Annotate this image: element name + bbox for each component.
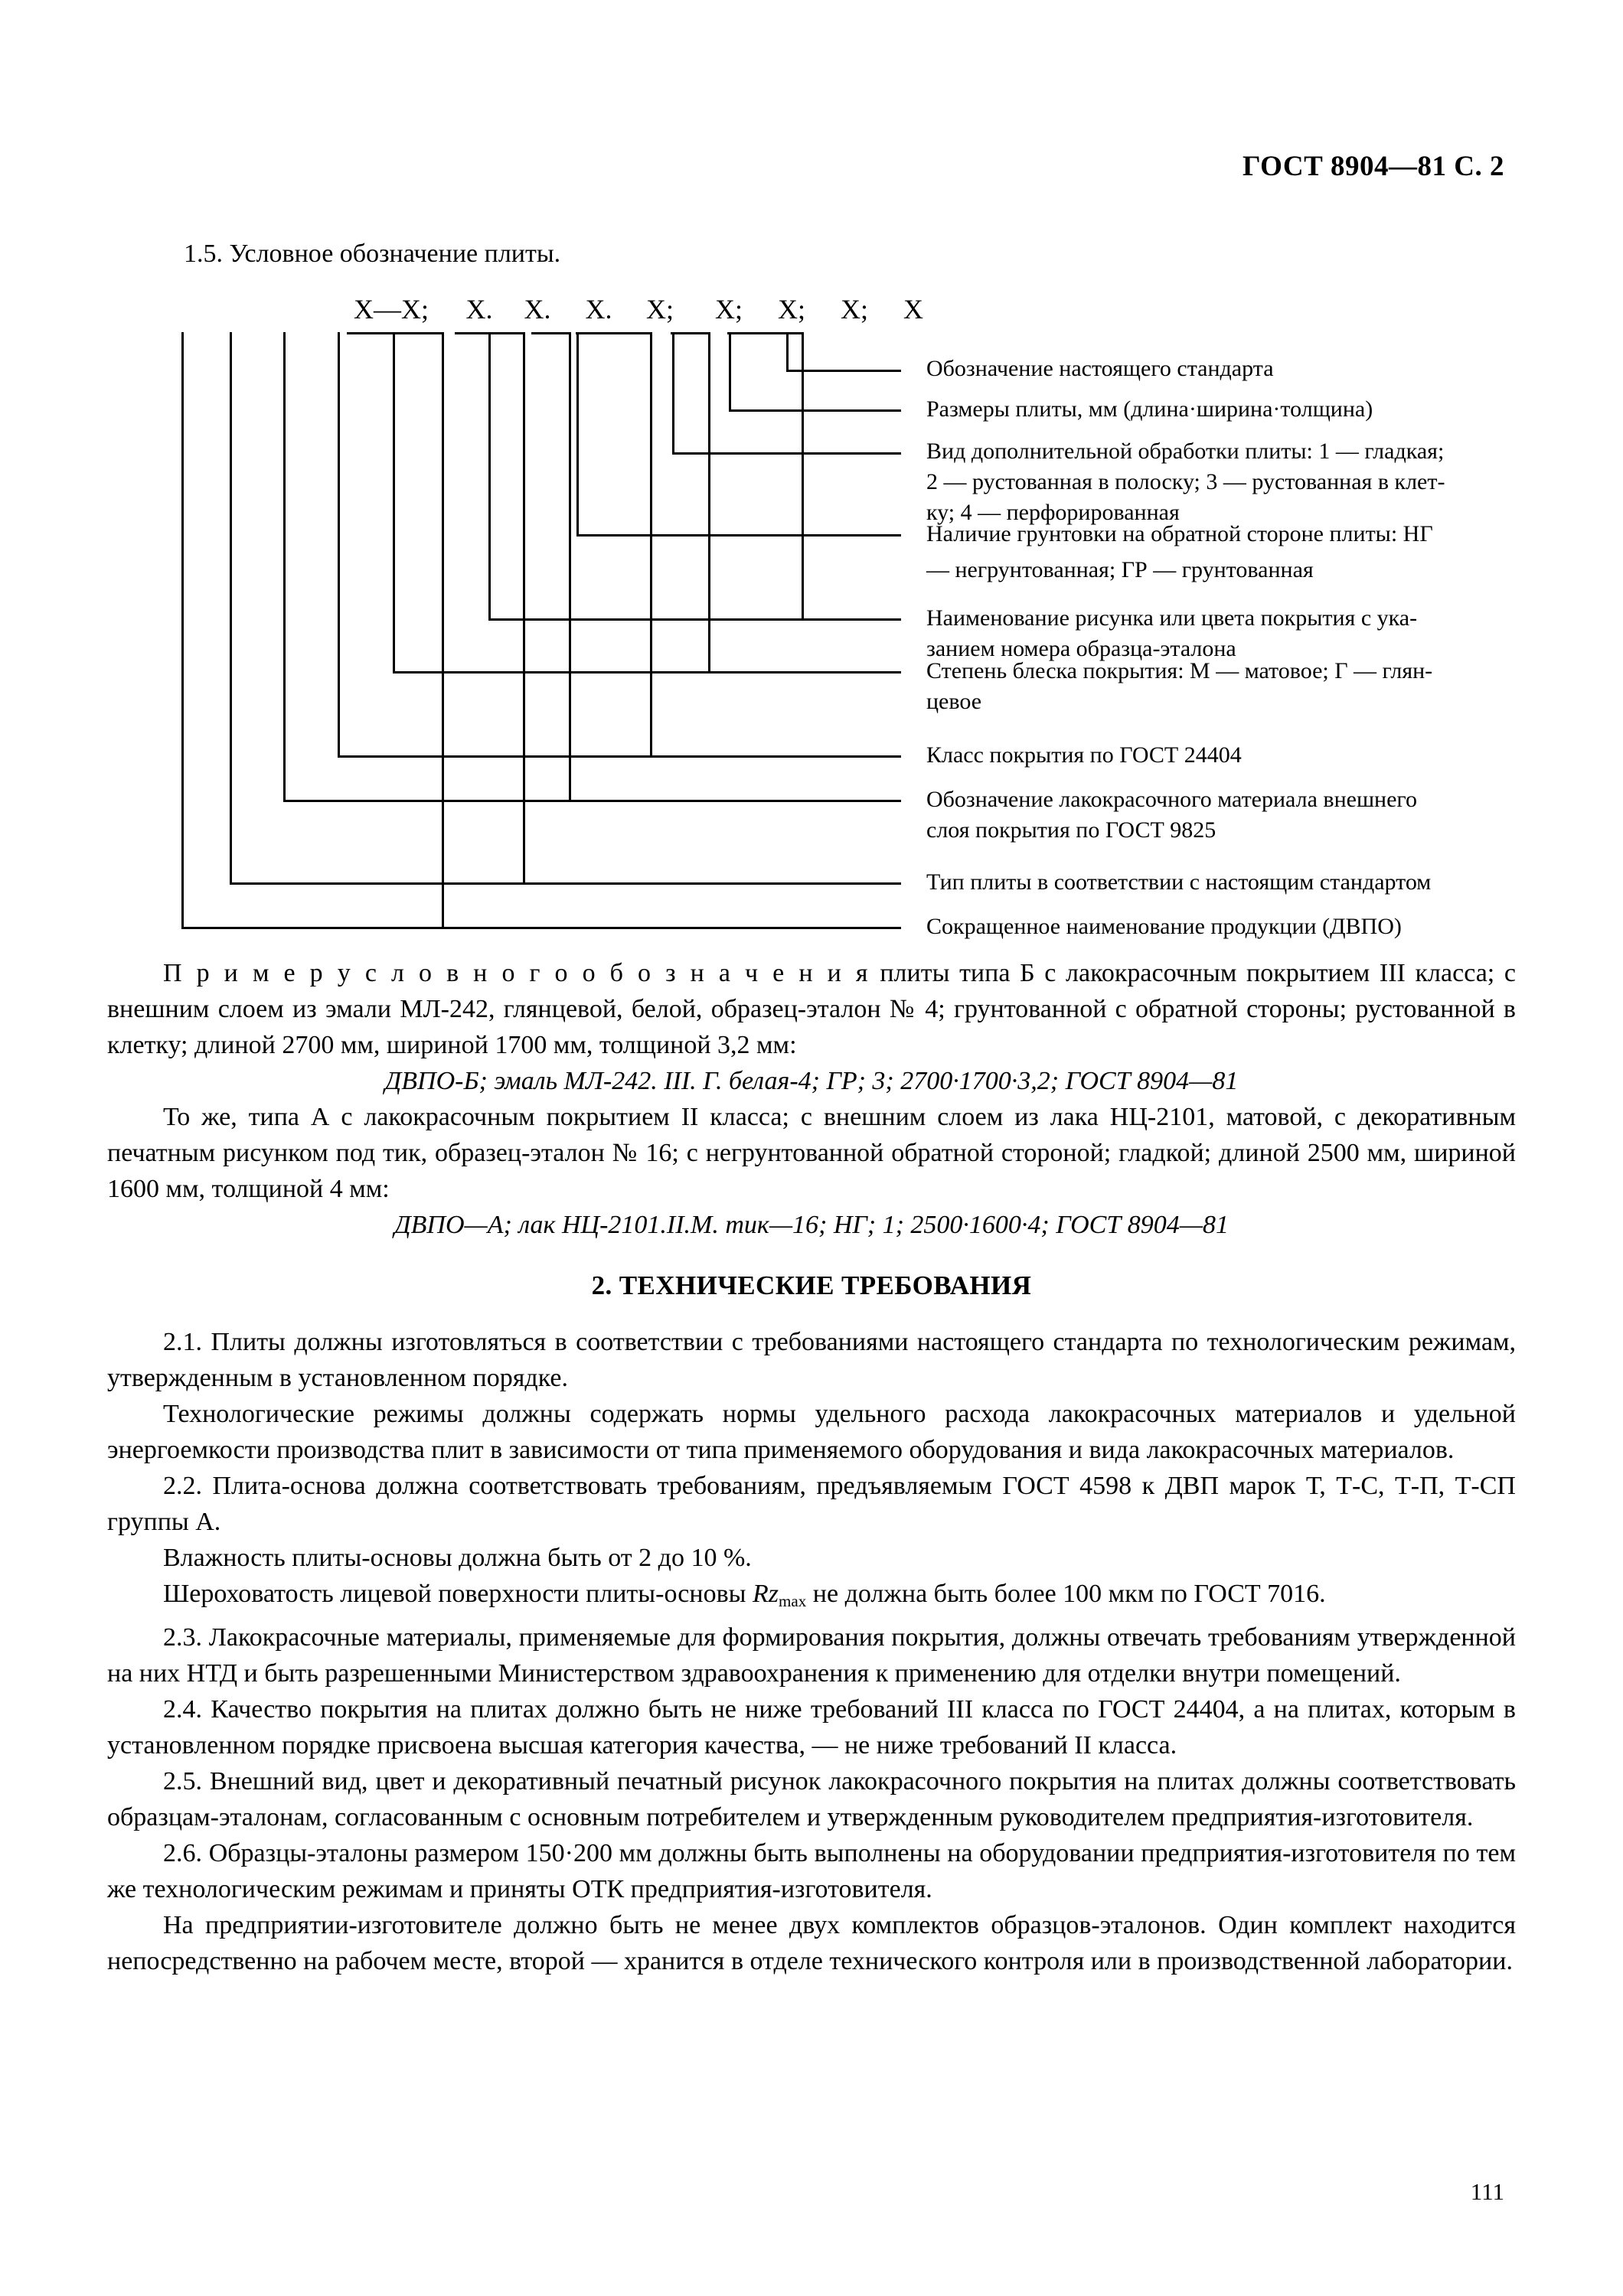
para-2-6: 2.6. Образцы-эталоны размером 150·200 мм должны быть выполнены на оборудовании предприятия-изготовителя по тем же технологическим режимам и приняты ОТК предприятия-изготовителя. bbox=[107, 1838, 1516, 1903]
example-2-paragraph: То же, типа А с лакокрасочным покрытием II класса; с внешним слоем из лака НЦ-2101, матовой, с декоративным печатным рисунком под тик, образец-эталон № 16; с негрунтованной обратной стороной; гладкой; длиной 2500 мм, шириной 1600 мм, толщиной 4 мм: bbox=[107, 1103, 1516, 1203]
para-2-2: 2.2. Плита-основа должна соответствовать требованиям, предъявляемым ГОСТ 4598 к ДВП марок Т, Т-С, Т-П, Т-СП группы А. bbox=[107, 1472, 1516, 1536]
formula-group-3: X. bbox=[585, 294, 612, 325]
leader-vertical-inner bbox=[442, 332, 444, 929]
leader-horizontal bbox=[393, 671, 901, 673]
diagram-label-gloss-l2: цевое bbox=[926, 689, 982, 714]
formula-group-1: X. bbox=[465, 294, 493, 325]
leader-vertical bbox=[338, 332, 340, 758]
diagram-label-pattern-l2: занием номера образца-эталона bbox=[926, 636, 1236, 661]
para-2-6-b: На предприятии-изготовителе должно быть не менее двух комплектов образцов-эталонов. Один комплект находится непосредственно на рабочем месте, второй — хранится в отделе технического контроля или в производственной лаборатории. bbox=[107, 1910, 1516, 1975]
para-2-1: 2.1. Плиты должны изготовляться в соответствии с требованиями настоящего стандарта по технологическим режимам, утвержденным в установленном порядке. bbox=[107, 1328, 1516, 1392]
leader-vertical-inner bbox=[802, 332, 804, 621]
leader-horizontal bbox=[230, 882, 901, 885]
tick-underline bbox=[347, 332, 444, 334]
diagram-label-coating-class: Класс покрытия по ГОСТ 24404 bbox=[926, 742, 1242, 768]
formula-group-2: X. bbox=[524, 294, 551, 325]
leader-horizontal bbox=[181, 927, 901, 929]
leader-vertical-inner bbox=[523, 332, 525, 885]
para-2-4: 2.4. Качество покрытия на плитах должно быть не ниже требований III класса по ГОСТ 24404, а на плитах, которым в установленном порядке присвоена высшая категория качества, — не ниже требований II класса. bbox=[107, 1694, 1516, 1760]
leader-vertical bbox=[729, 332, 731, 412]
example-1-designation: ДВПО-Б; эмаль МЛ-242. III. Г. белая-4; ГР; 3; 2700·1700·3,2; ГОСТ 8904—81 bbox=[384, 1067, 1239, 1095]
leader-horizontal bbox=[729, 409, 901, 412]
diagram-label-gloss-l1: Степень блеска покрытия: М — матовое; Г — глян- bbox=[926, 658, 1433, 683]
diagram-label-primer-l2: — негрунтованная; ГР — грунтованная bbox=[926, 557, 1314, 582]
para-2-2-humidity: Влажность плиты-основы должна быть от 2 до 10 %. bbox=[163, 1544, 752, 1572]
leader-vertical bbox=[786, 332, 789, 372]
example-1-body: плиты типа Б с лакокрасочным покрытием III класса; с внешним слоем из эмали МЛ-242, глянцевой, белой, образец-эталон № 4; грунтованной с обратной стороны; рустованной в клетку; длиной 2700 мм, шириной 1700 мм, толщиной 3,2 мм: bbox=[107, 959, 1516, 1059]
formula-group-0: X—X; bbox=[354, 294, 429, 325]
example-2-designation: ДВПО—А; лак НЦ-2101.II.М. тик—16; НГ; 1; 2500·1600·4; ГОСТ 8904—81 bbox=[394, 1211, 1229, 1239]
para-2-1-b: Технологические режимы должны содержать нормы удельного расхода лакокрасочных материалов и удельной энергоемкости производства плит в зависимости от типа применяемого оборудования и вида лакокрасочных материалов. bbox=[107, 1400, 1516, 1464]
diagram-label-pattern-l1: Наименование рисунка или цвета покрытия с ука- bbox=[926, 605, 1418, 631]
formula-group-5: X; bbox=[715, 294, 743, 325]
leader-vertical-inner bbox=[708, 332, 710, 673]
page-header-standard: ГОСТ 8904—81 С. 2 bbox=[1243, 151, 1504, 182]
leader-vertical bbox=[672, 332, 674, 455]
diagram-label-finish-type-l2: 2 — рустованная в полоску; 3 — рустованная в клет- bbox=[926, 469, 1445, 494]
leader-vertical-inner bbox=[569, 332, 571, 802]
diagram-label-paint-material-l2: слоя покрытия по ГОСТ 9825 bbox=[926, 817, 1216, 843]
diagram-label-paint-material-l1: Обозначение лакокрасочного материала внешнего bbox=[926, 787, 1417, 812]
example-1-lead: П р и м е р у с л о в н о г о о б о з н а ч е н и я bbox=[163, 959, 870, 987]
leader-vertical bbox=[393, 332, 395, 673]
leader-vertical bbox=[283, 332, 286, 802]
roughness-suffix: не должна быть более 100 мкм по ГОСТ 7016. bbox=[806, 1580, 1326, 1608]
leader-horizontal bbox=[283, 800, 901, 802]
leader-vertical bbox=[181, 332, 184, 929]
leader-vertical-inner bbox=[650, 332, 652, 758]
diagram-label-standard: Обозначение настоящего стандарта bbox=[926, 356, 1274, 381]
clause-1-5-title: 1.5. Условное обозначение плиты. bbox=[184, 240, 561, 268]
designation-diagram bbox=[0, 0, 1623, 941]
roughness-symbol: Rz bbox=[752, 1580, 779, 1608]
section-2-heading: 2. ТЕХНИЧЕСКИЕ ТРЕБОВАНИЯ bbox=[591, 1270, 1032, 1300]
formula-group-4: X; bbox=[646, 294, 674, 325]
diagram-label-product-abbrev: Сокращенное наименование продукции (ДВПО) bbox=[926, 914, 1402, 939]
leader-horizontal bbox=[576, 534, 901, 536]
diagram-label-dimensions: Размеры плиты, мм (длина·ширина·толщина) bbox=[926, 396, 1373, 422]
diagram-label-primer-l1: Наличие грунтовки на обратной стороне плиты: НГ bbox=[926, 521, 1433, 546]
tick-underline bbox=[671, 332, 710, 334]
tick-underline bbox=[576, 332, 652, 334]
example-1-paragraph bbox=[107, 955, 1516, 1063]
leader-vertical bbox=[230, 332, 232, 885]
roughness-prefix: Шероховатость лицевой поверхности плиты-основы bbox=[163, 1580, 753, 1608]
leader-vertical bbox=[488, 332, 491, 621]
diagram-label-plate-type: Тип плиты в соответствии с настоящим стандартом bbox=[926, 869, 1432, 895]
roughness-symbol-subscript: max bbox=[778, 1591, 807, 1610]
formula-group-8: X bbox=[903, 294, 923, 325]
tick-underline bbox=[531, 332, 571, 334]
para-2-5: 2.5. Внешний вид, цвет и декоративный печатный рисунок лакокрасочного покрытия на плитах должны соответствовать образцам-эталонам, согласованным с основным потребителем и утвержденным руководителем предприятия-изготовителя. bbox=[107, 1766, 1516, 1831]
diagram-label-finish-type-l3: ку; 4 — перфорированная bbox=[926, 500, 1180, 525]
formula-group-7: X; bbox=[841, 294, 868, 325]
leader-horizontal bbox=[488, 618, 901, 621]
tick-underline bbox=[727, 332, 804, 334]
leader-vertical bbox=[576, 332, 579, 536]
diagram-label-finish-type-l1: Вид дополнительной обработки плиты: 1 — гладкая; bbox=[926, 439, 1445, 464]
leader-horizontal bbox=[672, 452, 901, 455]
page-number: 111 bbox=[1470, 2178, 1504, 2205]
para-2-3: 2.3. Лакокрасочные материалы, применяемые для формирования покрытия, должны отвечать требованиям утвержденной на них НТД и быть разрешенными Министерством здравоохранения к применению для отделки внутри помещений. bbox=[107, 1623, 1516, 1688]
body-content bbox=[107, 955, 1516, 1979]
leader-horizontal bbox=[338, 755, 901, 758]
designation-formula bbox=[348, 293, 929, 325]
para-2-2-roughness bbox=[107, 1576, 1516, 1619]
formula-group-6: X; bbox=[778, 294, 805, 325]
